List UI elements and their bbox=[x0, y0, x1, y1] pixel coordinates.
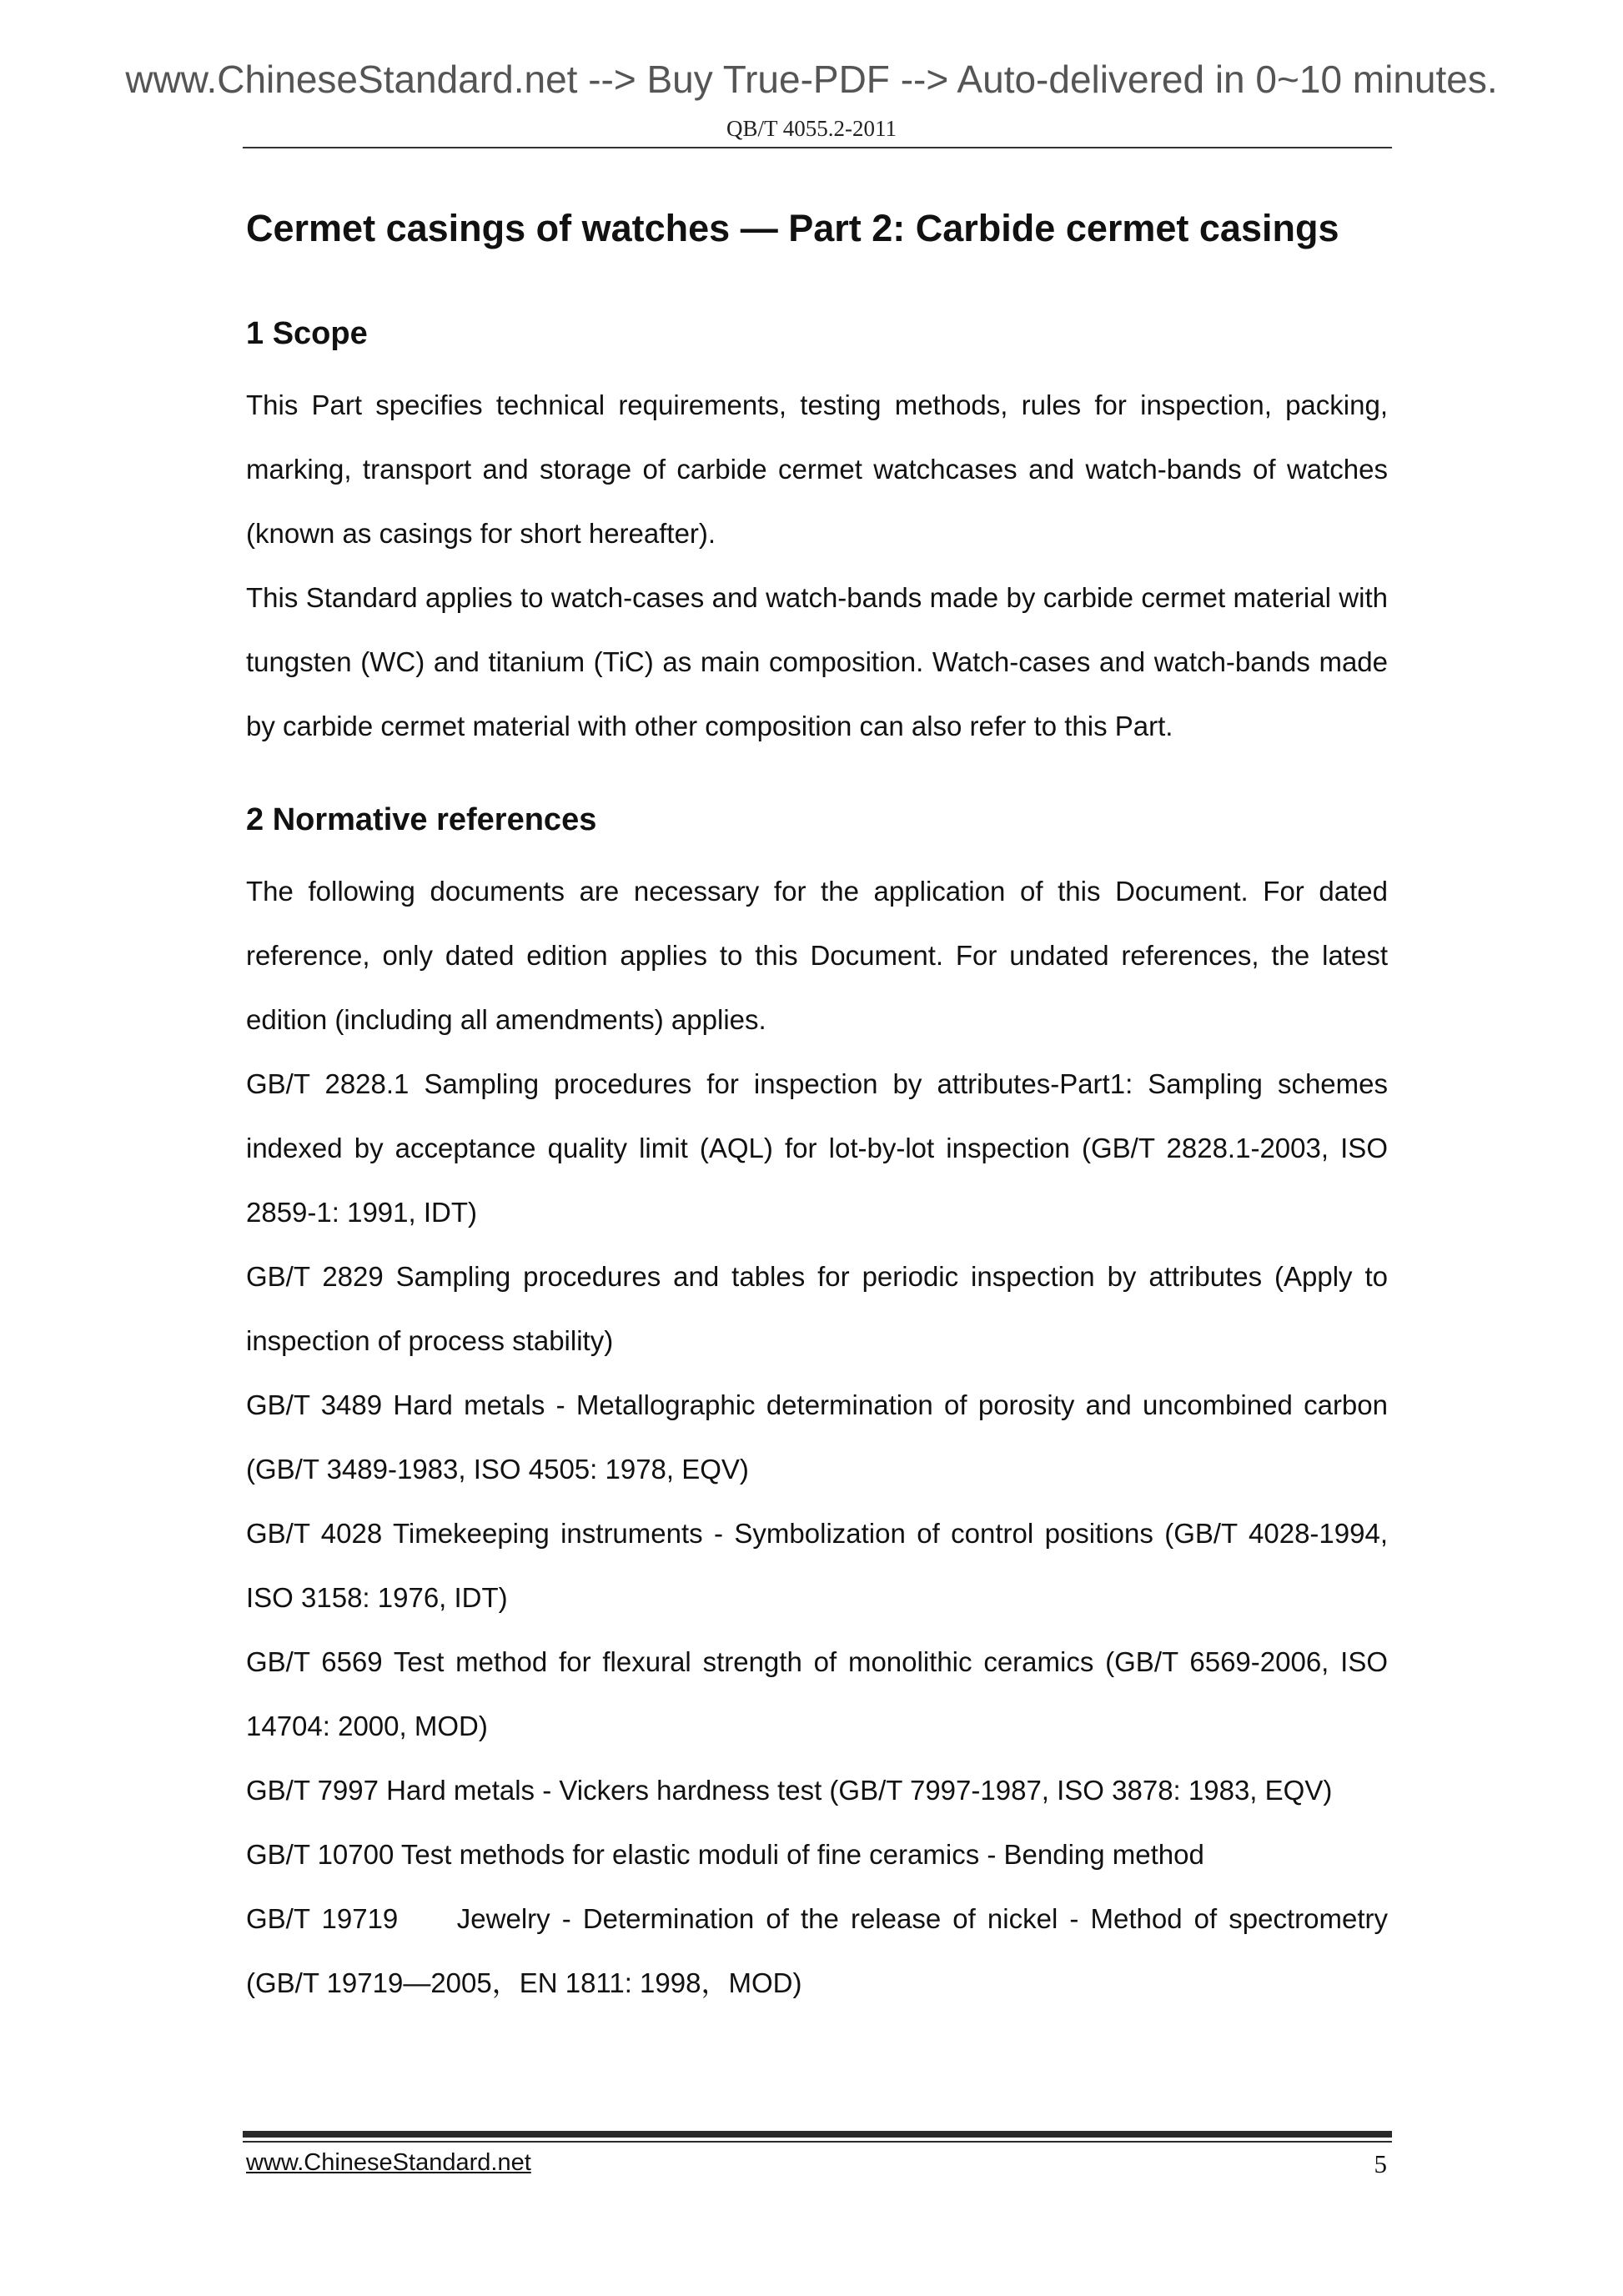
page-number: 5 bbox=[1374, 2149, 1387, 2178]
reference-item: GB/T 2828.1 Sampling procedures for inspection by attributes-Part1: Sampling schemes indexed by acceptance quality limit (AQL) for lot-by-lot inspection (GB/T 2828.1-2003, ISO 2859-1: 1991, IDT) bbox=[246, 1068, 1388, 1228]
footer-rule-thick bbox=[243, 2131, 1392, 2138]
scope-paragraph-1: This Part specifies technical requirements, testing methods, rules for inspection, packing, marking, transport and storage of carbide cermet watchcases and watch-bands of watches (known as casings for short hereafter). bbox=[246, 389, 1388, 549]
header-banner: www.ChineseStandard.net --> Buy True-PDF --> Auto-delivered in 0~10 minutes. bbox=[125, 58, 1498, 101]
section-heading-scope: 1 Scope bbox=[246, 315, 368, 351]
reference-item: GB/T 2829 Sampling procedures and tables for periodic inspection by attributes (Apply to inspection of process stability) bbox=[246, 1261, 1388, 1357]
document-body bbox=[246, 204, 1388, 2015]
reference-item: GB/T 10700 Test methods for elastic moduli of fine ceramics - Bending method bbox=[246, 1839, 1204, 1871]
section-normative-references bbox=[246, 800, 1388, 2015]
references-intro: The following documents are necessary for the application of this Document. For dated reference, only dated edition applies to this Document. For undated references, the latest edition (including all amendments) applies. bbox=[246, 876, 1388, 1036]
reference-item: GB/T 19719 Jewelry - Determination of the release of nickel - Method of spectrometry (GB/T 19719—2005，EN 1811: 1998，MOD) bbox=[246, 1903, 1388, 1999]
reference-list bbox=[246, 1052, 1388, 2015]
section-heading-normative-references: 2 Normative references bbox=[246, 801, 597, 837]
reference-item: GB/T 7997 Hard metals - Vickers hardness test (GB/T 7997-1987, ISO 3878: 1983, EQV) bbox=[246, 1775, 1333, 1806]
reference-item: GB/T 4028 Timekeeping instruments - Symbolization of control positions (GB/T 4028-1994, ISO 3158: 1976, IDT) bbox=[246, 1518, 1388, 1614]
footer-rule-thin bbox=[243, 2141, 1392, 2143]
standard-code: QB/T 4055.2-2011 bbox=[726, 116, 897, 141]
footer-website-link[interactable]: www.ChineseStandard.net bbox=[246, 2149, 531, 2176]
section-scope bbox=[246, 314, 1388, 758]
header-rule bbox=[243, 147, 1392, 148]
reference-item: GB/T 6569 Test method for flexural strength of monolithic ceramics (GB/T 6569-2006, ISO 14704: 2000, MOD) bbox=[246, 1646, 1388, 1742]
document-title: Cermet casings of watches — Part 2: Carbide cermet casings bbox=[246, 207, 1339, 249]
scope-paragraph-2: This Standard applies to watch-cases and watch-bands made by carbide cermet material with tungsten (WC) and titanium (TiC) as main composition. Watch-cases and watch-bands made by carbide cermet material with other composition can also refer to this Part. bbox=[246, 581, 1388, 741]
reference-item: GB/T 3489 Hard metals - Metallographic determination of porosity and uncombined carbon (GB/T 3489-1983, ISO 4505: 1978, EQV) bbox=[246, 1389, 1388, 1485]
